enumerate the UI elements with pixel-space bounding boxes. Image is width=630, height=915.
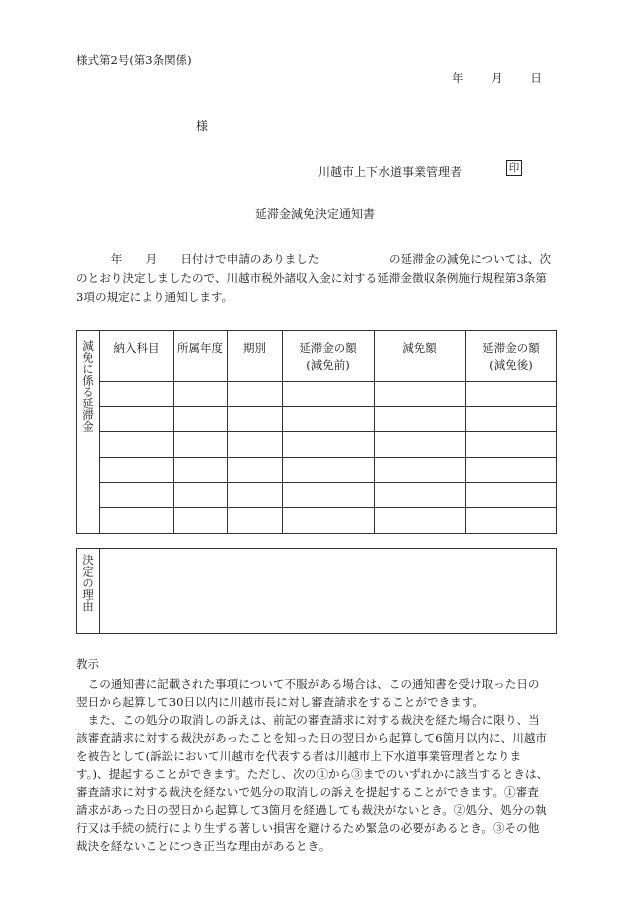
date-line: [452, 70, 542, 86]
notice-line: 該審査請求に対する裁決があったことを知った日の翌日から起算して6箇月以内に、川越市: [76, 731, 548, 745]
column-header-period: 期別: [243, 341, 266, 355]
date-month: 月: [491, 71, 503, 85]
notice-line: 翌日から起算して30日以内に川越市長に対し審査請求をすることができます。: [76, 695, 485, 709]
intro-line: 3項の規定により通知します。: [76, 290, 234, 304]
notice-heading: 教示: [76, 657, 99, 671]
row-divider: [100, 482, 556, 483]
notice-body: [76, 675, 560, 855]
amount-table: [76, 330, 557, 534]
table-side-label-cell: [77, 331, 100, 533]
addressee-suffix: 様: [196, 119, 209, 133]
intro-line: 年 月 日付けで申請のありました の延滞金の減免については、次: [76, 252, 552, 266]
page-title: 延滞金減免決定通知書: [254, 207, 375, 221]
seal-mark: 印: [506, 160, 522, 176]
row-divider: [100, 381, 556, 382]
reason-side-label: 決定の理由: [81, 554, 95, 612]
notice-line: 請求があった日の翌日から起算して3箇月を経過しても裁決がないとき。②処分、処分の執: [76, 803, 547, 817]
column-header-amount-after: 延滞金の額 (減免後): [482, 341, 540, 372]
intro-paragraph: [76, 250, 560, 307]
issuer-name: 川越市上下水道事業管理者: [318, 165, 463, 179]
reason-side-label-cell: [77, 549, 100, 633]
date-year: 年: [452, 71, 464, 85]
column-header-reduction: 減免額: [402, 341, 437, 355]
column-header-fiscal-year: 所属年度: [177, 341, 223, 355]
row-divider: [100, 431, 556, 432]
row-divider: [100, 406, 556, 407]
date-day: 日: [530, 71, 542, 85]
column-header-amount-before: 延滞金の額 (減免前): [299, 341, 357, 372]
notice-line: この通知書に記載された事項について不服がある場合は、この通知書を受け取った日の: [76, 677, 540, 691]
notice-line: また、この処分の取消しの訴えは、前記の審査請求に対する裁決を経た場合に限り、当: [76, 713, 540, 727]
intro-line: のとおり決定しましたので、川越市税外諸収入金に対する延滞金徴収条例施行規程第3条第: [76, 271, 547, 285]
row-divider: [100, 457, 556, 458]
form-number: 様式第2号(第3条関係): [76, 53, 192, 67]
notice-line: 行又は手続の続行により生ずる著しい損害を避けるため緊急の必要があるとき。③その他: [76, 821, 540, 835]
notice-line: す。)、提起することができます。ただし、次の①から③までのいずれかに該当するときは、: [76, 767, 549, 781]
reason-box: [76, 548, 557, 634]
row-divider: [100, 507, 556, 508]
notice-line: を被告として(訴訟において川越市を代表する者は川越市上下水道事業管理者となりま: [76, 749, 522, 763]
column-header-subject: 納入科目: [113, 341, 160, 355]
notice-line: 審査請求に対する裁決を経ないで処分の取消しの訴えを提起することができます。①審査: [76, 785, 539, 799]
notice-line: 裁決を経ないことにつき正当な理由があるとき。: [76, 839, 331, 853]
table-side-label: 減免に係る延滞金: [81, 340, 95, 432]
